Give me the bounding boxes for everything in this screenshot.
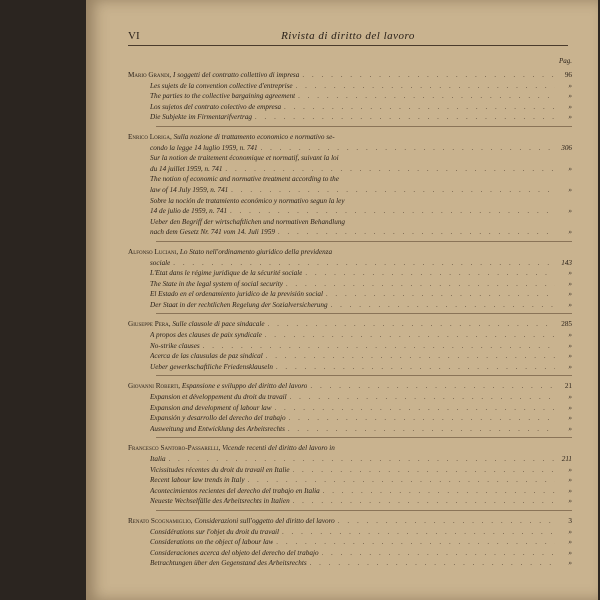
page-ref: » [568, 465, 572, 474]
entry-text [150, 341, 200, 352]
translated-title: No-strike clauses [150, 341, 200, 350]
pag-label: Pag. [558, 57, 572, 65]
page-ref: » [568, 527, 572, 536]
translated-title: du 14 juillet 1959, n. 741 [150, 164, 223, 173]
toc-entry [128, 132, 572, 242]
leader-dots [305, 268, 555, 279]
page-ref: 211 [561, 455, 572, 463]
translation-line [128, 268, 572, 279]
table-of-contents [128, 70, 572, 578]
translated-title: The parties to the collective bargaining agreement [150, 92, 296, 101]
article-title: Vicende recenti del diritto del lavoro in [222, 444, 335, 453]
page-ref: 21 [564, 382, 572, 391]
page-ref: » [568, 269, 572, 278]
entry-text [150, 362, 273, 373]
entry-text [150, 351, 263, 362]
main-title-line [128, 143, 572, 154]
page-ref: » [568, 228, 572, 237]
translation-line [128, 174, 572, 185]
author-name: Renato Scognamiglio, [128, 516, 195, 525]
page-ref: » [568, 352, 572, 361]
entry-text [150, 413, 286, 424]
entry-text [128, 381, 307, 392]
translated-title: law of 14 July 1959, n. 741 [150, 185, 229, 194]
page-ref: » [568, 207, 572, 216]
translation-line [128, 537, 572, 548]
leader-dots [288, 424, 555, 435]
entry-text [150, 153, 339, 164]
leader-dots [276, 537, 555, 548]
entry-text [150, 289, 323, 300]
entry-text [128, 319, 265, 330]
leader-dots [203, 341, 555, 352]
page-ref: » [568, 81, 572, 90]
entry-text [150, 330, 262, 341]
leader-dots [284, 102, 555, 113]
translated-title: L'Etat dans le régime juridique de la sécurité sociale [150, 269, 303, 278]
leader-dots [261, 143, 555, 154]
entry-text [128, 70, 299, 81]
author-name: Giuseppe Pera, [128, 320, 173, 329]
page-ref: » [568, 548, 572, 557]
page-ref: 306 [561, 143, 572, 152]
translated-title: Acontecimientos recientes del derecho del trabajo en Italia [150, 486, 320, 495]
leader-dots [278, 227, 555, 238]
entry-text [150, 300, 328, 311]
entry-text [150, 558, 307, 569]
author-name: Francesco Santoro-Passarelli, [128, 444, 223, 453]
page-ref: 285 [561, 320, 572, 329]
author-name: Alfonso Luciani, [128, 247, 180, 256]
entry-text [150, 91, 295, 102]
leader-dots [326, 289, 555, 300]
main-title-line [128, 454, 572, 465]
translated-title: nach dem Gesetz Nr. 741 vom 14. Juli 1959 [150, 228, 275, 237]
leader-dots [268, 319, 555, 330]
translation-line [128, 351, 572, 362]
leader-dots [298, 91, 555, 102]
page-ref: 96 [564, 71, 572, 79]
leader-dots [331, 300, 555, 311]
leader-dots [275, 403, 555, 414]
translated-title: A propos des clauses de paix syndicale [150, 331, 262, 340]
leader-dots [276, 362, 555, 373]
page-ref: » [568, 497, 572, 506]
translated-title: Los sujetos del contrato colectivo de empresa [150, 102, 282, 111]
translated-title: Ausweitung und Entwicklung des Arbeitsrechts [150, 424, 285, 433]
translated-title: Acerca de las clausulas de paz sindical [150, 352, 263, 361]
main-title-line [128, 132, 572, 143]
page-ref: » [568, 403, 572, 412]
translation-line [128, 81, 572, 92]
toc-entry [128, 516, 572, 573]
entry-text [150, 279, 283, 290]
translated-title: Considerations on the object of labour law [150, 538, 274, 547]
journal-title: Rivista di diritto del lavoro [281, 30, 415, 42]
translated-title: Consideraciones acerca del objeto del derecho del trabajo [150, 548, 319, 557]
page-ref: » [568, 393, 572, 402]
translation-line [128, 227, 572, 238]
leader-dots [310, 381, 555, 392]
translation-line [128, 465, 572, 476]
translated-title: Expansion et développement du droit du travail [150, 393, 287, 402]
leader-dots [302, 70, 555, 81]
leader-dots [282, 527, 555, 538]
article-title: Sulla nozione di trattamento economico e normativo se- [173, 132, 335, 141]
leader-dots [296, 81, 555, 92]
leader-dots [248, 475, 555, 486]
translated-title: Recent labour law trends in Italy [150, 476, 245, 485]
translation-line [128, 548, 572, 559]
entry-text [150, 537, 273, 548]
translation-line [128, 279, 572, 290]
toc-entry [128, 247, 572, 315]
translation-line [128, 153, 572, 164]
translation-line [128, 496, 572, 507]
translated-title: Der Staat in der rechtlichen Regelung der Sozialversicherung [150, 300, 328, 309]
entry-text [150, 424, 285, 435]
translated-title: Betrachtungen über den Gegenstand des Arbeitsrechts [150, 559, 307, 568]
entry-text [150, 465, 290, 476]
translation-line [128, 102, 572, 113]
entry-text [150, 258, 170, 269]
page-ref: » [568, 424, 572, 433]
entry-text [150, 143, 258, 154]
header-rule [128, 45, 568, 46]
leader-dots [322, 548, 555, 559]
page-ref: 3 [568, 516, 572, 525]
leader-dots [266, 351, 555, 362]
page-ref: 143 [561, 258, 572, 267]
page-ref: » [568, 362, 572, 371]
translation-line [128, 91, 572, 102]
entry-text [128, 443, 335, 454]
translation-line [128, 206, 572, 217]
page-number: VI [128, 30, 140, 42]
page-ref: » [568, 476, 572, 485]
leader-dots [169, 454, 555, 465]
translation-line [128, 330, 572, 341]
translated-title: 14 de julio de 1959, n. 741 [150, 207, 228, 216]
page-ref: » [568, 559, 572, 568]
entry-text [150, 486, 320, 497]
leader-dots [323, 486, 555, 497]
entry-text [150, 475, 245, 486]
author-name: Mario Grandi, [128, 71, 174, 79]
translation-line [128, 185, 572, 196]
entry-text [150, 268, 302, 279]
entry-text [150, 174, 339, 185]
leader-dots [231, 185, 555, 196]
article-title: condo la legge 14 luglio 1959, n. 741 [150, 143, 258, 152]
page-ref: » [568, 92, 572, 101]
leader-dots [286, 279, 555, 290]
page-ref: » [568, 102, 572, 111]
toc-entry [128, 443, 572, 511]
article-title: Sulle clausole di pace sindacale [172, 320, 265, 329]
page-ref: » [568, 538, 572, 547]
entry-text [150, 454, 166, 465]
entry-text [128, 132, 335, 143]
page-ref: » [568, 486, 572, 495]
article-title: Espansione e sviluppo del diritto del lavoro [181, 382, 308, 391]
article-title: Lo Stato nell'ordinamento giuridico della previdenza [179, 247, 333, 256]
entry-text [128, 247, 332, 258]
translated-title: Die Subjekte im Firmentarifvertrag [150, 113, 253, 122]
main-title-line [128, 319, 572, 330]
main-title-line [128, 443, 572, 454]
entry-text [150, 102, 281, 113]
entry-text [150, 112, 252, 123]
page-ref: » [568, 290, 572, 299]
translation-line [128, 196, 572, 207]
main-title-line [128, 516, 572, 527]
translation-line [128, 112, 572, 123]
book-page [86, 0, 598, 600]
translation-line [128, 424, 572, 435]
main-title-line [128, 381, 572, 392]
entry-text [150, 81, 293, 92]
entry-text [150, 206, 227, 217]
article-title: Considerazioni sull'oggetto del diritto del lavoro [194, 516, 335, 525]
toc-entry [128, 70, 572, 127]
entry-text [150, 403, 272, 414]
entry-text [150, 164, 222, 175]
toc-entry [128, 381, 572, 438]
author-name: Enrico Loriga, [128, 132, 174, 141]
leader-dots [293, 496, 555, 507]
page-ref: » [568, 331, 572, 340]
translation-line [128, 403, 572, 414]
translated-title: Expansion and development of labour law [150, 403, 272, 412]
translated-title: El Estado en el ordenamiento juridico de la previsión social [150, 290, 323, 299]
translated-title: Les sujets de la convention collective d'entreprise [150, 81, 293, 90]
entry-text [150, 392, 287, 403]
page-ref: » [568, 279, 572, 288]
leader-dots [289, 413, 555, 424]
entry-text [150, 185, 228, 196]
leader-dots [338, 516, 555, 527]
leader-dots [310, 558, 555, 569]
entry-text [150, 496, 290, 507]
translated-title: Sobre la noción de tratamiento económico y normativo segun la ley [150, 196, 345, 205]
leader-dots [225, 164, 555, 175]
entry-text [150, 217, 345, 228]
main-title-line [128, 258, 572, 269]
page-ref: » [568, 414, 572, 423]
translation-line [128, 300, 572, 311]
entry-text [150, 196, 345, 207]
translated-title: Sur la notion de traitement économique et normatif, suivant la loi [150, 154, 339, 163]
main-title-line [128, 70, 572, 81]
page-ref: » [568, 300, 572, 309]
article-title: sociale [150, 258, 171, 267]
leader-dots [290, 392, 555, 403]
translated-title: Expansión y desarrollo del derecho del trabajo [150, 414, 286, 423]
translated-title: Neueste Wechselfälle des Arbeitsrechts in Italien [150, 497, 290, 506]
translated-title: The notion of economic and normative treatment according to the [150, 175, 339, 184]
translation-line [128, 362, 572, 373]
entry-text [150, 527, 279, 538]
article-title: I soggetti del contratto collettivo di impresa [173, 71, 300, 79]
page-ref: » [568, 164, 572, 173]
translated-title: The State in the legal system of social security [150, 279, 283, 288]
translation-line [128, 486, 572, 497]
translation-line [128, 392, 572, 403]
leader-dots [293, 465, 555, 476]
entry-text [128, 516, 335, 527]
translation-line [128, 413, 572, 424]
toc-entry [128, 319, 572, 376]
leader-dots [255, 112, 555, 123]
translation-line [128, 475, 572, 486]
translated-title: Ueber gewerkschaftliche Friedensklauseln [150, 362, 273, 371]
translation-line [128, 527, 572, 538]
leader-dots [265, 330, 555, 341]
leader-dots [173, 258, 555, 269]
article-title: Italia [150, 455, 166, 463]
translated-title: Considérations sur l'objet du droit du travail [150, 527, 280, 536]
page-ref: » [568, 341, 572, 350]
translated-title: Ueber den Begriff der wirtschaftlichen und normativen Behandlung [150, 217, 346, 226]
page-ref: » [568, 113, 572, 122]
author-name: Giovanni Roberti, [128, 382, 182, 391]
leader-dots [230, 206, 555, 217]
translation-line [128, 341, 572, 352]
translation-line [128, 558, 572, 569]
translated-title: Vicissitudes récentes du droit du travail en Italie [150, 465, 290, 474]
translation-line [128, 164, 572, 175]
page-ref: » [568, 185, 572, 194]
main-title-line [128, 247, 572, 258]
translation-line [128, 217, 572, 228]
translation-line [128, 289, 572, 300]
entry-text [150, 548, 319, 559]
entry-text [150, 227, 275, 238]
